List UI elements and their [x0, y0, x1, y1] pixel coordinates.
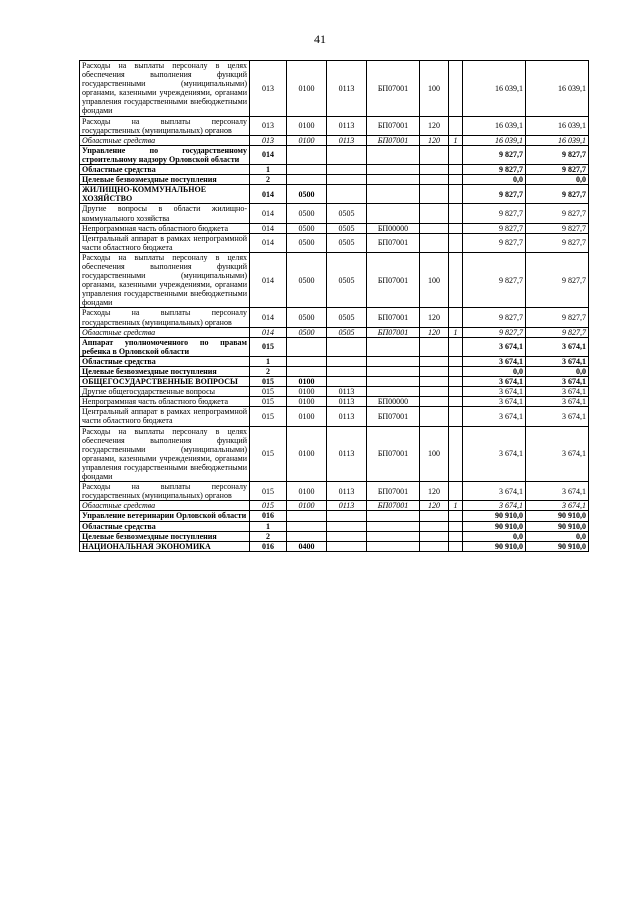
- amount-plan: 3 674,1: [463, 377, 526, 387]
- amount-actual: 3 674,1: [526, 377, 589, 387]
- ministry-code: 015: [250, 407, 287, 426]
- table-row: [80, 511, 589, 521]
- subsection-code: 0113: [327, 407, 367, 426]
- expense-type-code: [420, 531, 449, 541]
- target-article-code: [367, 377, 420, 387]
- row-name: Непрограммная часть областного бюджета: [80, 397, 250, 407]
- table-row: [80, 145, 589, 164]
- section-code: [287, 521, 327, 531]
- target-article-code: БП07001: [367, 482, 420, 501]
- row-name: ОБЩЕГОСУДАРСТВЕННЫЕ ВОПРОСЫ: [80, 377, 250, 387]
- table-row: [80, 204, 589, 223]
- expense-type-code: 100: [420, 426, 449, 482]
- expense-type-code: [420, 521, 449, 531]
- subsection-code: [327, 377, 367, 387]
- amount-actual: 9 827,7: [526, 233, 589, 252]
- target-article-code: [367, 531, 420, 541]
- row-name: Целевые безвозмездные поступления: [80, 175, 250, 185]
- row-name: Управление по государственному строительному надзору Орловской области: [80, 145, 250, 164]
- expense-type-code: 120: [420, 501, 449, 511]
- subsection-code: 0505: [327, 327, 367, 337]
- section-code: 0100: [287, 116, 327, 135]
- subsection-code: 0113: [327, 387, 367, 397]
- section-code: [287, 145, 327, 164]
- amount-actual: 90 910,0: [526, 511, 589, 521]
- table-row: [80, 308, 589, 327]
- amount-plan: 9 827,7: [463, 145, 526, 164]
- row-name: Расходы на выплаты персоналу в целях обеспечения выполнения функций государственными (муниципальными) органами, казенными учреждениями, органами управления государственными внебюджетными фондами: [80, 252, 250, 308]
- section-code: 0100: [287, 377, 327, 387]
- funding-code: [449, 367, 463, 377]
- ministry-code: 013: [250, 135, 287, 145]
- table-row: [80, 233, 589, 252]
- target-article-code: [367, 165, 420, 175]
- amount-plan: 3 674,1: [463, 407, 526, 426]
- funding-code: [449, 145, 463, 164]
- subsection-code: [327, 367, 367, 377]
- funding-code: [449, 185, 463, 204]
- amount-actual: 3 674,1: [526, 426, 589, 482]
- target-article-code: БП07001: [367, 308, 420, 327]
- section-code: [287, 511, 327, 521]
- expense-type-code: [420, 377, 449, 387]
- subsection-code: [327, 185, 367, 204]
- row-name: Расходы на выплаты персоналу государственных (муниципальных) органов: [80, 116, 250, 135]
- subsection-code: [327, 511, 367, 521]
- funding-code: [449, 175, 463, 185]
- funding-code: 1: [449, 135, 463, 145]
- target-article-code: БП07001: [367, 135, 420, 145]
- expense-type-code: 120: [420, 308, 449, 327]
- target-article-code: БП07001: [367, 327, 420, 337]
- table-row: [80, 407, 589, 426]
- ministry-code: 014: [250, 233, 287, 252]
- subsection-code: 0505: [327, 308, 367, 327]
- amount-plan: 16 039,1: [463, 61, 526, 117]
- expense-type-code: [420, 165, 449, 175]
- section-code: [287, 356, 327, 366]
- expense-type-code: 120: [420, 135, 449, 145]
- amount-plan: 3 674,1: [463, 387, 526, 397]
- amount-plan: 3 674,1: [463, 501, 526, 511]
- ministry-code: 2: [250, 531, 287, 541]
- amount-plan: 9 827,7: [463, 308, 526, 327]
- amount-actual: 3 674,1: [526, 501, 589, 511]
- amount-actual: 16 039,1: [526, 135, 589, 145]
- expense-type-code: [420, 337, 449, 356]
- section-code: 0500: [287, 233, 327, 252]
- funding-code: [449, 356, 463, 366]
- section-code: 0500: [287, 223, 327, 233]
- row-name: Аппарат уполномоченного по правам ребенка в Орловской области: [80, 337, 250, 356]
- amount-plan: 0,0: [463, 531, 526, 541]
- amount-actual: 9 827,7: [526, 165, 589, 175]
- expense-type-code: [420, 175, 449, 185]
- section-code: 0500: [287, 204, 327, 223]
- table-row: [80, 165, 589, 175]
- ministry-code: 014: [250, 223, 287, 233]
- amount-plan: 90 910,0: [463, 521, 526, 531]
- row-name: Другие вопросы в области жилищно-коммунального хозяйства: [80, 204, 250, 223]
- amount-actual: 90 910,0: [526, 541, 589, 551]
- ministry-code: 014: [250, 327, 287, 337]
- row-name: Расходы на выплаты персоналу государственных (муниципальных) органов: [80, 308, 250, 327]
- amount-actual: 3 674,1: [526, 482, 589, 501]
- row-name: Областные средства: [80, 356, 250, 366]
- subsection-code: [327, 165, 367, 175]
- subsection-code: 0113: [327, 116, 367, 135]
- subsection-code: 0113: [327, 501, 367, 511]
- ministry-code: 013: [250, 61, 287, 117]
- page-number: 41: [314, 32, 326, 46]
- target-article-code: БП07001: [367, 233, 420, 252]
- table-row: [80, 482, 589, 501]
- target-article-code: [367, 387, 420, 397]
- expense-type-code: [420, 145, 449, 164]
- section-code: [287, 165, 327, 175]
- row-name: Расходы на выплаты персоналу в целях обеспечения выполнения функций государственными (муниципальными) органами, казенными учреждениями, органами управления государственными внебюджетными фондами: [80, 426, 250, 482]
- row-name: Центральный аппарат в рамках непрограммной части областного бюджета: [80, 407, 250, 426]
- table-row: [80, 521, 589, 531]
- budget-table: [79, 60, 589, 552]
- expense-type-code: [420, 233, 449, 252]
- ministry-code: 015: [250, 337, 287, 356]
- row-name: Областные средства: [80, 521, 250, 531]
- amount-actual: 9 827,7: [526, 185, 589, 204]
- subsection-code: 0505: [327, 223, 367, 233]
- table-row: [80, 327, 589, 337]
- table-row: [80, 185, 589, 204]
- subsection-code: [327, 531, 367, 541]
- subsection-code: [327, 356, 367, 366]
- funding-code: [449, 308, 463, 327]
- row-name: ЖИЛИЩНО-КОММУНАЛЬНОЕ ХОЗЯЙСТВО: [80, 185, 250, 204]
- amount-actual: 16 039,1: [526, 116, 589, 135]
- section-code: 0500: [287, 185, 327, 204]
- row-name: Другие общегосударственные вопросы: [80, 387, 250, 397]
- subsection-code: [327, 175, 367, 185]
- subsection-code: 0113: [327, 61, 367, 117]
- funding-code: [449, 407, 463, 426]
- target-article-code: БП00000: [367, 397, 420, 407]
- funding-code: [449, 233, 463, 252]
- amount-plan: 3 674,1: [463, 356, 526, 366]
- amount-actual: 9 827,7: [526, 252, 589, 308]
- ministry-code: 015: [250, 387, 287, 397]
- ministry-code: 014: [250, 145, 287, 164]
- budget-table-body: [80, 61, 589, 552]
- ministry-code: 016: [250, 511, 287, 521]
- table-row: [80, 367, 589, 377]
- table-row: [80, 252, 589, 308]
- row-name: Целевые безвозмездные поступления: [80, 531, 250, 541]
- subsection-code: 0505: [327, 252, 367, 308]
- row-name: Центральный аппарат в рамках непрограммной части областного бюджета: [80, 233, 250, 252]
- expense-type-code: 120: [420, 327, 449, 337]
- subsection-code: 0113: [327, 135, 367, 145]
- amount-actual: 90 910,0: [526, 521, 589, 531]
- expense-type-code: [420, 356, 449, 366]
- subsection-code: 0113: [327, 482, 367, 501]
- amount-actual: 9 827,7: [526, 327, 589, 337]
- table-row: [80, 397, 589, 407]
- ministry-code: 015: [250, 377, 287, 387]
- expense-type-code: 100: [420, 252, 449, 308]
- amount-plan: 16 039,1: [463, 135, 526, 145]
- funding-code: 1: [449, 327, 463, 337]
- target-article-code: [367, 541, 420, 551]
- table-row: [80, 501, 589, 511]
- subsection-code: 0505: [327, 204, 367, 223]
- amount-plan: 9 827,7: [463, 233, 526, 252]
- section-code: 0100: [287, 426, 327, 482]
- ministry-code: 015: [250, 501, 287, 511]
- table-row: [80, 541, 589, 551]
- row-name: Расходы на выплаты персоналу государственных (муниципальных) органов: [80, 482, 250, 501]
- ministry-code: 015: [250, 426, 287, 482]
- amount-actual: 9 827,7: [526, 204, 589, 223]
- table-row: [80, 356, 589, 366]
- expense-type-code: [420, 541, 449, 551]
- amount-actual: 9 827,7: [526, 223, 589, 233]
- amount-plan: 9 827,7: [463, 185, 526, 204]
- amount-plan: 9 827,7: [463, 223, 526, 233]
- section-code: 0500: [287, 252, 327, 308]
- section-code: 0100: [287, 501, 327, 511]
- ministry-code: 016: [250, 541, 287, 551]
- funding-code: [449, 521, 463, 531]
- amount-plan: 9 827,7: [463, 252, 526, 308]
- amount-actual: 3 674,1: [526, 337, 589, 356]
- ministry-code: 015: [250, 397, 287, 407]
- section-code: 0100: [287, 387, 327, 397]
- amount-plan: 0,0: [463, 367, 526, 377]
- subsection-code: [327, 541, 367, 551]
- target-article-code: [367, 175, 420, 185]
- target-article-code: БП07001: [367, 501, 420, 511]
- funding-code: [449, 387, 463, 397]
- amount-plan: 3 674,1: [463, 337, 526, 356]
- funding-code: 1: [449, 501, 463, 511]
- expense-type-code: 120: [420, 482, 449, 501]
- ministry-code: 1: [250, 356, 287, 366]
- funding-code: [449, 541, 463, 551]
- expense-type-code: 120: [420, 116, 449, 135]
- ministry-code: 2: [250, 367, 287, 377]
- amount-actual: 16 039,1: [526, 61, 589, 117]
- target-article-code: БП07001: [367, 407, 420, 426]
- row-name: Областные средства: [80, 327, 250, 337]
- target-article-code: [367, 511, 420, 521]
- target-article-code: [367, 185, 420, 204]
- ministry-code: 014: [250, 204, 287, 223]
- expense-type-code: [420, 387, 449, 397]
- funding-code: [449, 223, 463, 233]
- target-article-code: [367, 367, 420, 377]
- amount-actual: 9 827,7: [526, 308, 589, 327]
- funding-code: [449, 337, 463, 356]
- amount-plan: 0,0: [463, 175, 526, 185]
- amount-actual: 9 827,7: [526, 145, 589, 164]
- amount-actual: 3 674,1: [526, 387, 589, 397]
- row-name: Целевые безвозмездные поступления: [80, 367, 250, 377]
- section-code: 0100: [287, 482, 327, 501]
- expense-type-code: [420, 204, 449, 223]
- amount-plan: 16 039,1: [463, 116, 526, 135]
- amount-plan: 90 910,0: [463, 541, 526, 551]
- row-name: НАЦИОНАЛЬНАЯ ЭКОНОМИКА: [80, 541, 250, 551]
- funding-code: [449, 204, 463, 223]
- ministry-code: 014: [250, 252, 287, 308]
- amount-plan: 9 827,7: [463, 165, 526, 175]
- amount-plan: 3 674,1: [463, 397, 526, 407]
- target-article-code: [367, 356, 420, 366]
- section-code: [287, 175, 327, 185]
- expense-type-code: 100: [420, 61, 449, 117]
- target-article-code: [367, 145, 420, 164]
- section-code: 0400: [287, 541, 327, 551]
- target-article-code: БП07001: [367, 116, 420, 135]
- target-article-code: [367, 521, 420, 531]
- ministry-code: 015: [250, 482, 287, 501]
- subsection-code: 0113: [327, 397, 367, 407]
- table-row: [80, 531, 589, 541]
- amount-plan: 3 674,1: [463, 426, 526, 482]
- section-code: 0100: [287, 407, 327, 426]
- funding-code: [449, 397, 463, 407]
- funding-code: [449, 482, 463, 501]
- section-code: 0100: [287, 135, 327, 145]
- funding-code: [449, 165, 463, 175]
- row-name: Областные средства: [80, 165, 250, 175]
- ministry-code: 014: [250, 185, 287, 204]
- funding-code: [449, 116, 463, 135]
- amount-plan: 9 827,7: [463, 204, 526, 223]
- expense-type-code: [420, 223, 449, 233]
- amount-plan: 9 827,7: [463, 327, 526, 337]
- table-row: [80, 337, 589, 356]
- funding-code: [449, 511, 463, 521]
- expense-type-code: [420, 185, 449, 204]
- row-name: Управление ветеринарии Орловской области: [80, 511, 250, 521]
- subsection-code: 0505: [327, 233, 367, 252]
- section-code: 0500: [287, 327, 327, 337]
- amount-actual: 3 674,1: [526, 356, 589, 366]
- ministry-code: 014: [250, 308, 287, 327]
- subsection-code: [327, 145, 367, 164]
- row-name: Расходы на выплаты персоналу в целях обеспечения выполнения функций государственными (муниципальными) органами, казенными учреждениями, органами управления государственными внебюджетными фондами: [80, 61, 250, 117]
- table-row: [80, 387, 589, 397]
- target-article-code: БП07001: [367, 252, 420, 308]
- subsection-code: 0113: [327, 426, 367, 482]
- ministry-code: 1: [250, 521, 287, 531]
- expense-type-code: [420, 511, 449, 521]
- subsection-code: [327, 337, 367, 356]
- target-article-code: [367, 204, 420, 223]
- funding-code: [449, 426, 463, 482]
- funding-code: [449, 531, 463, 541]
- target-article-code: БП07001: [367, 426, 420, 482]
- section-code: 0100: [287, 61, 327, 117]
- table-row: [80, 61, 589, 117]
- table-row: [80, 135, 589, 145]
- section-code: [287, 367, 327, 377]
- ministry-code: 1: [250, 165, 287, 175]
- table-row: [80, 223, 589, 233]
- table-row: [80, 426, 589, 482]
- table-row: [80, 116, 589, 135]
- row-name: Непрограммная часть областного бюджета: [80, 223, 250, 233]
- expense-type-code: [420, 407, 449, 426]
- expense-type-code: [420, 397, 449, 407]
- section-code: 0100: [287, 397, 327, 407]
- target-article-code: [367, 337, 420, 356]
- target-article-code: БП00000: [367, 223, 420, 233]
- row-name: Областные средства: [80, 135, 250, 145]
- table-row: [80, 377, 589, 387]
- section-code: 0500: [287, 308, 327, 327]
- row-name: Областные средства: [80, 501, 250, 511]
- section-code: [287, 337, 327, 356]
- amount-plan: 90 910,0: [463, 511, 526, 521]
- subsection-code: [327, 521, 367, 531]
- funding-code: [449, 377, 463, 387]
- funding-code: [449, 252, 463, 308]
- amount-plan: 3 674,1: [463, 482, 526, 501]
- ministry-code: 2: [250, 175, 287, 185]
- ministry-code: 013: [250, 116, 287, 135]
- expense-type-code: [420, 367, 449, 377]
- amount-actual: 0,0: [526, 367, 589, 377]
- table-row: [80, 175, 589, 185]
- amount-actual: 3 674,1: [526, 397, 589, 407]
- amount-actual: 3 674,1: [526, 407, 589, 426]
- section-code: [287, 531, 327, 541]
- amount-actual: 0,0: [526, 175, 589, 185]
- target-article-code: БП07001: [367, 61, 420, 117]
- funding-code: [449, 61, 463, 117]
- amount-actual: 0,0: [526, 531, 589, 541]
